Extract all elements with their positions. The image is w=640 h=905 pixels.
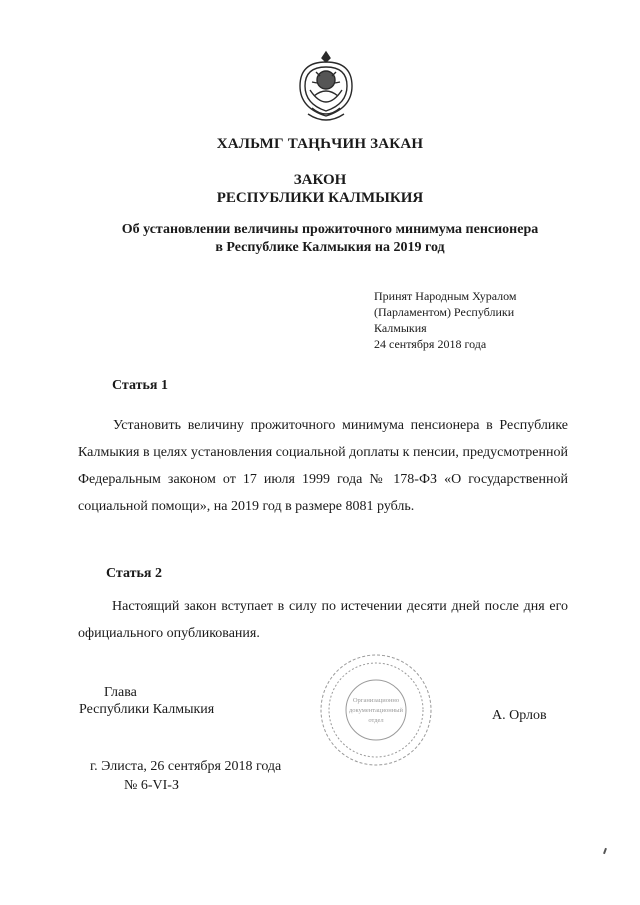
seal-text-line-1: Организационно — [352, 697, 400, 704]
seal-text-line-2: документационный — [348, 707, 404, 714]
adoption-note-line-3: Калмыкия — [374, 321, 427, 335]
law-title-line-2: в Республике Калмыкия на 2019 год — [215, 240, 445, 255]
adoption-note-line-1: Принят Народным Хуралом — [374, 289, 517, 303]
republic-emblem-icon — [294, 46, 358, 126]
adoption-note-line-2: (Парламентом) Республики — [374, 305, 515, 319]
signature-republic: Республики Калмыкия — [79, 702, 215, 717]
adoption-note-date: 24 сентября 2018 года — [374, 337, 487, 351]
scan-speck — [603, 848, 607, 854]
republic-heading: РЕСПУБЛИКИ КАЛМЫКИЯ — [216, 190, 424, 206]
place-and-date: г. Элиста, 26 сентября 2018 года — [90, 759, 282, 774]
article-1-text: Установить величину прожиточного минимума пенсионера в Республике Калмыкия в целях установления социальной доплаты к пенсии, предусмотренной Федеральным законом от 17 июля 1999 года № 178-ФЗ «О государственной социальной помощи», на 2019 год в размере 8081 рубль. — [78, 418, 568, 514]
law-title — [90, 221, 570, 257]
adoption-note — [374, 288, 574, 352]
article-2-heading: Статья 2 — [106, 566, 162, 581]
article-1-heading: Статья 1 — [112, 378, 168, 393]
article-2-text: Настоящий закон вступает в силу по истечении десяти дней после дня его официального опубликования. — [78, 599, 568, 641]
signature-title: Глава — [104, 685, 137, 700]
law-title-line-1: Об установлении величины прожиточного минимума пенсионера — [121, 222, 539, 237]
official-seal-stamp — [318, 652, 434, 768]
signatory-name: А. Орлов — [492, 708, 547, 723]
law-heading: ЗАКОН — [293, 172, 347, 188]
kalmyk-law-heading: ХАЛЬМГ ТАҢҺЧИН ЗАКАН — [216, 136, 424, 152]
law-number: № 6-VI-З — [124, 778, 179, 793]
seal-text-line-3: отдел — [368, 717, 384, 724]
